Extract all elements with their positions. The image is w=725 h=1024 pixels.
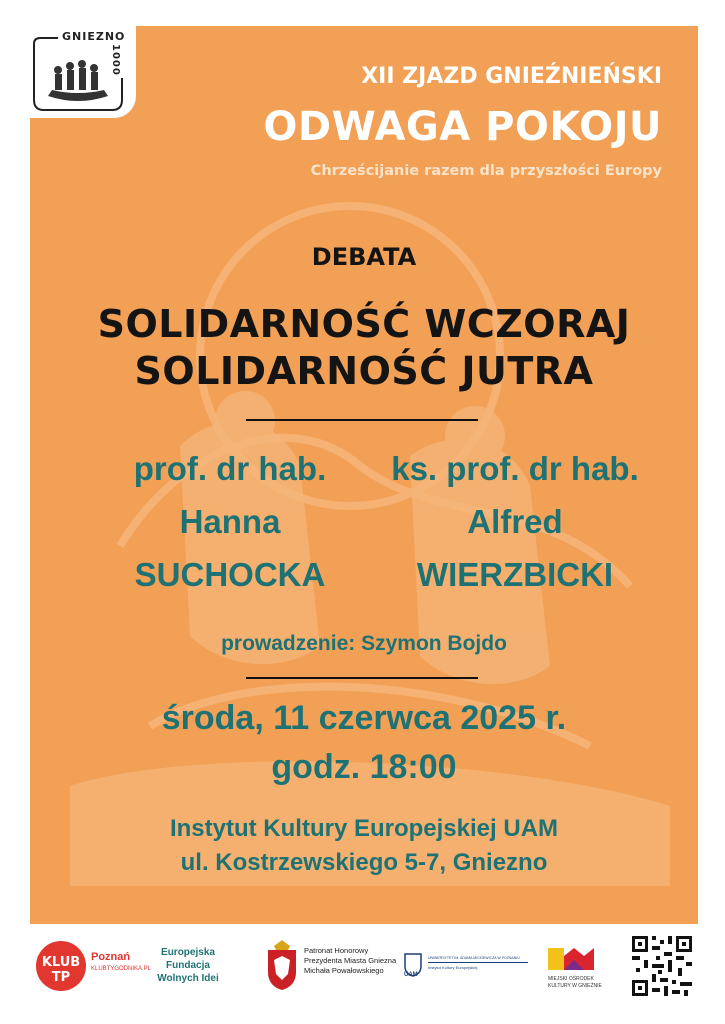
klub-tp-city: Poznań [91,951,131,963]
mok-line1: MIEJSKI OŚRODEK [548,976,594,982]
debate-label: DEBATA [311,243,417,271]
patronage-line2: Prezydenta Miasta Gniezna [304,956,397,965]
klub-tp-badge: KLUB TP [41,955,81,985]
uam-divider [428,962,528,963]
foundation-line2: Fundacja [166,960,210,971]
logo-number: 1000 [110,44,121,76]
event-title: ODWAGA POKOJU [263,104,662,150]
speaker2-last-name: WIERZBICKI [416,556,614,593]
foundation-logo [148,946,228,985]
klub-tp-logo [36,941,86,991]
mok-text [548,976,602,990]
qr-code-icon [630,934,694,998]
patronage-line1: Patronat Honorowy [304,946,369,955]
event-date: środa, 11 czerwca 2025 r. [161,699,567,737]
gniezno-coat-of-arms-icon [264,938,300,992]
speaker2-title: ks. prof. dr hab. [391,450,639,487]
speaker1-last-name: SUCHOCKA [134,556,326,593]
uam-subtitle: Instytut Kultury Europejskiej [428,965,478,970]
moderator: prowadzenie: Szymon Bojdo [221,632,507,655]
gniezno-1000-logo [30,26,136,118]
foundation-line1: Europejska [161,947,215,958]
debate-title-line2: SOLIDARNOŚĆ JUTRA [134,349,594,393]
logo-word: GNIEZNO [62,30,126,43]
event-number: XII ZJAZD GNIEŹNIEŃSKI [361,64,662,89]
uam-logo-text: UAM [404,972,418,978]
event-subtitle: Chrześcijanie razem dla przyszłości Europy [310,163,662,179]
speaker1-first-name: Hanna [179,503,281,540]
event-address: ul. Kostrzewskiego 5-7, Gniezno [180,849,548,876]
divider-top [246,419,478,421]
mok-line2: KULTURY W GNIEŹNIE [548,983,602,989]
patronage-text [304,946,396,976]
debate-title-line1: SOLIDARNOŚĆ WCZORAJ [97,302,631,346]
mok-logo-icon [548,946,594,972]
klub-tp-url: KLUBTYGODNIKA.PL [91,966,152,972]
divider-bottom [246,677,478,679]
uam-name: UNIWERSYTET IM. ADAMA MICKIEWICZA W POZNANIU [428,956,520,960]
speaker2-first-name: Alfred [467,503,563,540]
speaker1-title: prof. dr hab. [133,450,327,487]
event-time: godz. 18:00 [271,748,457,786]
event-venue: Instytut Kultury Europejskiej UAM [169,815,559,842]
patronage-line3: Michała Powałowskiego [304,966,384,975]
foundation-line3: Wolnych Idei [157,973,219,984]
